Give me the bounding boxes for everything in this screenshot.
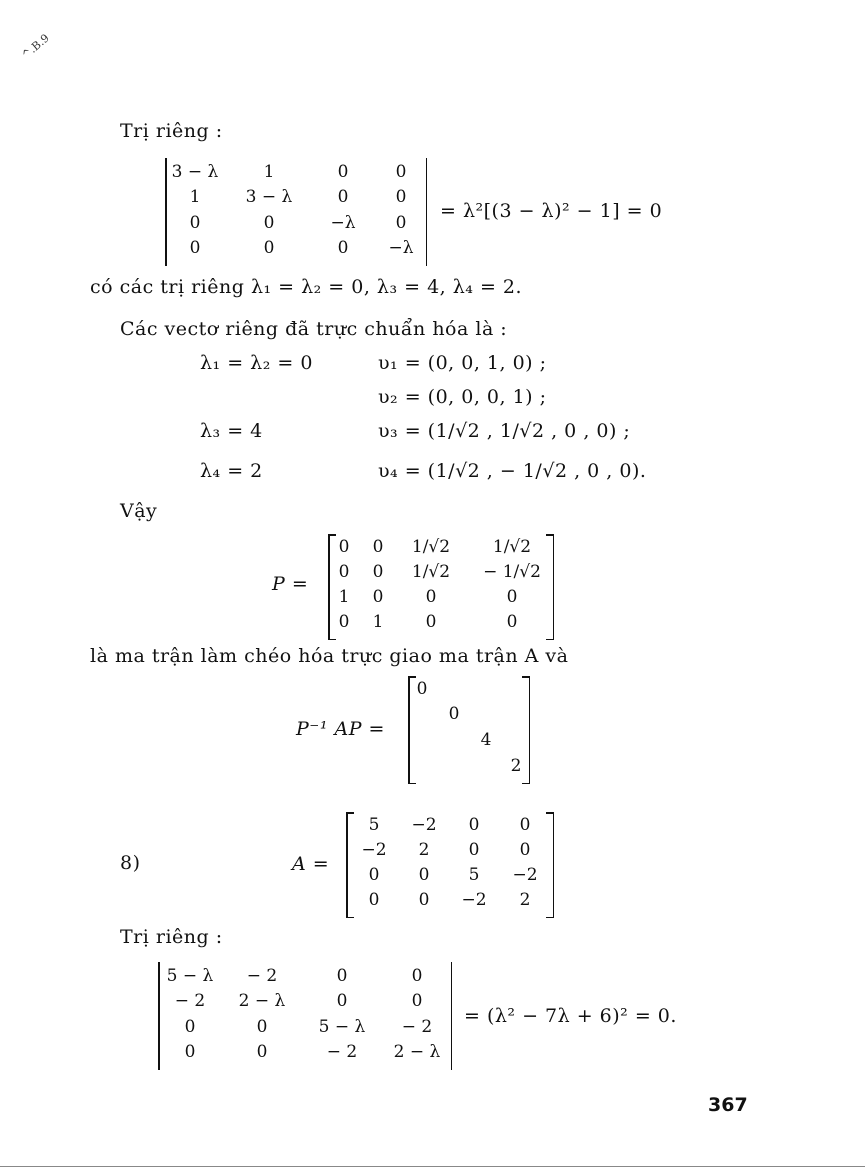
matrix-cell: 0 bbox=[519, 815, 531, 835]
matrix-cell: 0 bbox=[506, 587, 518, 607]
matrix-cell: 5 bbox=[368, 815, 380, 835]
bracket-right-top bbox=[522, 676, 530, 678]
matrix-cell: 0 bbox=[189, 238, 201, 258]
bracket-left bbox=[346, 812, 348, 918]
eigenvector: υ₃ = (1/√2 , 1/√2 , 0 , 0) ; bbox=[378, 420, 631, 442]
matrix-cell: − 2 bbox=[401, 1017, 433, 1037]
eigenvector: υ₂ = (0, 0, 0, 1) ; bbox=[378, 386, 547, 408]
determinant-matrix-1 bbox=[165, 158, 427, 266]
matrix-cell: 0 bbox=[372, 562, 384, 582]
det-left-bar bbox=[158, 962, 160, 1070]
matrix-cell: 0 bbox=[189, 213, 201, 233]
matrix-cell: 1/√2 bbox=[411, 537, 451, 557]
bracket-left-top bbox=[408, 676, 416, 678]
bracket-right-bottom bbox=[546, 917, 554, 919]
matrix-cell: −2 bbox=[512, 865, 538, 885]
a-label bbox=[292, 853, 329, 875]
matrix-cell: 0 bbox=[519, 840, 531, 860]
bracket-left-bottom bbox=[346, 917, 354, 919]
matrix-cell: 1 bbox=[338, 587, 350, 607]
matrix-cell: 2 bbox=[510, 756, 522, 776]
vay-text: Vậy bbox=[120, 500, 158, 522]
bracket-left-bottom bbox=[408, 783, 416, 785]
matrix-cell: 0 bbox=[263, 213, 275, 233]
matrix-cell: 0 bbox=[338, 537, 350, 557]
p-sentence: là ma trận làm chéo hóa trực giao ma trận A và bbox=[90, 645, 569, 667]
a-label-text: A = bbox=[292, 853, 330, 875]
matrix-cell: 0 bbox=[468, 840, 480, 860]
bracket-left bbox=[328, 534, 330, 640]
matrix-cell: 5 − λ bbox=[318, 1017, 366, 1037]
matrix-cell: 0 bbox=[416, 679, 428, 699]
p-matrix bbox=[328, 534, 554, 640]
matrix-cell: 0 bbox=[368, 890, 380, 910]
matrix-cell: 5 − λ bbox=[166, 966, 214, 986]
matrix-cell: 0 bbox=[425, 612, 437, 632]
matrix-cell: 0 bbox=[336, 966, 348, 986]
diag-label-text: P⁻¹ AP = bbox=[296, 718, 385, 740]
a-matrix bbox=[346, 812, 554, 918]
matrix-cell: 0 bbox=[411, 966, 423, 986]
matrix-cell: 0 bbox=[256, 1017, 268, 1037]
matrix-cell: 1 bbox=[263, 162, 275, 182]
matrix-cell: 0 bbox=[448, 704, 460, 724]
matrix-cell: 0 bbox=[395, 213, 407, 233]
matrix-cell: 1 bbox=[189, 187, 201, 207]
matrix-cell: − 2 bbox=[246, 966, 278, 986]
matrix-cell: −2 bbox=[361, 840, 387, 860]
bracket-right-bottom bbox=[546, 639, 554, 641]
det-left-bar bbox=[165, 158, 167, 266]
matrix-cell: −2 bbox=[461, 890, 487, 910]
eigenvectors-intro: Các vectơ riêng đã trực chuẩn hóa là : bbox=[120, 318, 508, 340]
det-right-bar bbox=[426, 158, 428, 266]
bottom-rule bbox=[0, 1166, 865, 1167]
matrix-cell: 0 bbox=[506, 612, 518, 632]
matrix-cell: 0 bbox=[184, 1042, 196, 1062]
matrix-cell: −λ bbox=[330, 213, 356, 233]
bracket-right-bottom bbox=[522, 783, 530, 785]
matrix-cell: 0 bbox=[338, 562, 350, 582]
matrix-cell: 0 bbox=[418, 890, 430, 910]
p-label bbox=[272, 573, 308, 595]
corner-mark: ^.B.9 bbox=[19, 31, 52, 62]
matrix-cell: 3 − λ bbox=[245, 187, 293, 207]
heading-eigenvalues-1: Trị riêng : bbox=[120, 120, 223, 142]
bracket-left bbox=[408, 676, 410, 784]
matrix-cell: 0 bbox=[256, 1042, 268, 1062]
diag-label bbox=[296, 718, 385, 740]
matrix-cell: − 2 bbox=[174, 991, 206, 1011]
matrix-cell: 2 bbox=[519, 890, 531, 910]
matrix-cell: 0 bbox=[337, 238, 349, 258]
heading-eigenvalues-2: Trị riêng : bbox=[120, 926, 223, 948]
page-number: 367 bbox=[708, 1094, 748, 1116]
diagonal-matrix bbox=[408, 676, 530, 784]
lambda-label: λ₁ = λ₂ = 0 bbox=[200, 352, 313, 374]
lambda-label: λ₃ = 4 bbox=[200, 420, 263, 442]
exercise-number: 8) bbox=[120, 852, 141, 874]
matrix-cell: 0 bbox=[425, 587, 437, 607]
matrix-cell: 0 bbox=[263, 238, 275, 258]
eigenvector: υ₄ = (1/√2 , − 1/√2 , 0 , 0). bbox=[378, 460, 647, 482]
matrix-cell: 0 bbox=[468, 815, 480, 835]
matrix-cell: 0 bbox=[372, 587, 384, 607]
matrix-cell: 0 bbox=[336, 991, 348, 1011]
matrix-cell: 0 bbox=[395, 162, 407, 182]
matrix-cell: 1/√2 bbox=[411, 562, 451, 582]
matrix-cell: 0 bbox=[337, 187, 349, 207]
matrix-cell: 1/√2 bbox=[492, 537, 532, 557]
eigenvalues-sentence: có các trị riêng λ₁ = λ₂ = 0, λ₃ = 4, λ₄ = 2. bbox=[90, 276, 523, 298]
matrix-cell: − 2 bbox=[326, 1042, 358, 1062]
det-right-bar bbox=[451, 962, 453, 1070]
eigenvector: υ₁ = (0, 0, 1, 0) ; bbox=[378, 352, 547, 374]
determinant-result-2: = (λ² − 7λ + 6)² = 0. bbox=[464, 1005, 677, 1027]
matrix-cell: 5 bbox=[468, 865, 480, 885]
matrix-cell: 0 bbox=[338, 612, 350, 632]
bracket-left-bottom bbox=[328, 639, 336, 641]
matrix-cell: 4 bbox=[480, 730, 492, 750]
p-label-text: P = bbox=[272, 573, 309, 595]
matrix-cell: 0 bbox=[395, 187, 407, 207]
matrix-cell: 2 bbox=[418, 840, 430, 860]
matrix-cell: 2 − λ bbox=[393, 1042, 441, 1062]
matrix-cell: 3 − λ bbox=[171, 162, 219, 182]
bracket-right-top bbox=[546, 812, 554, 814]
bracket-right bbox=[529, 676, 531, 784]
lambda-label: λ₄ = 2 bbox=[200, 460, 263, 482]
bracket-right bbox=[553, 534, 555, 640]
bracket-right-top bbox=[546, 534, 554, 536]
matrix-cell: −λ bbox=[388, 238, 414, 258]
bracket-left-top bbox=[346, 812, 354, 814]
matrix-cell: 0 bbox=[368, 865, 380, 885]
matrix-cell: 2 − λ bbox=[238, 991, 286, 1011]
matrix-cell: 0 bbox=[372, 537, 384, 557]
bracket-right bbox=[553, 812, 555, 918]
matrix-cell: 0 bbox=[184, 1017, 196, 1037]
matrix-cell: − 1/√2 bbox=[483, 562, 541, 582]
matrix-cell: −2 bbox=[411, 815, 437, 835]
determinant-matrix-2 bbox=[158, 962, 452, 1070]
bracket-left-top bbox=[328, 534, 336, 536]
matrix-cell: 0 bbox=[411, 991, 423, 1011]
determinant-result-1: = λ²[(3 − λ)² − 1] = 0 bbox=[440, 200, 663, 222]
matrix-cell: 0 bbox=[418, 865, 430, 885]
matrix-cell: 1 bbox=[372, 612, 384, 632]
matrix-cell: 0 bbox=[337, 162, 349, 182]
